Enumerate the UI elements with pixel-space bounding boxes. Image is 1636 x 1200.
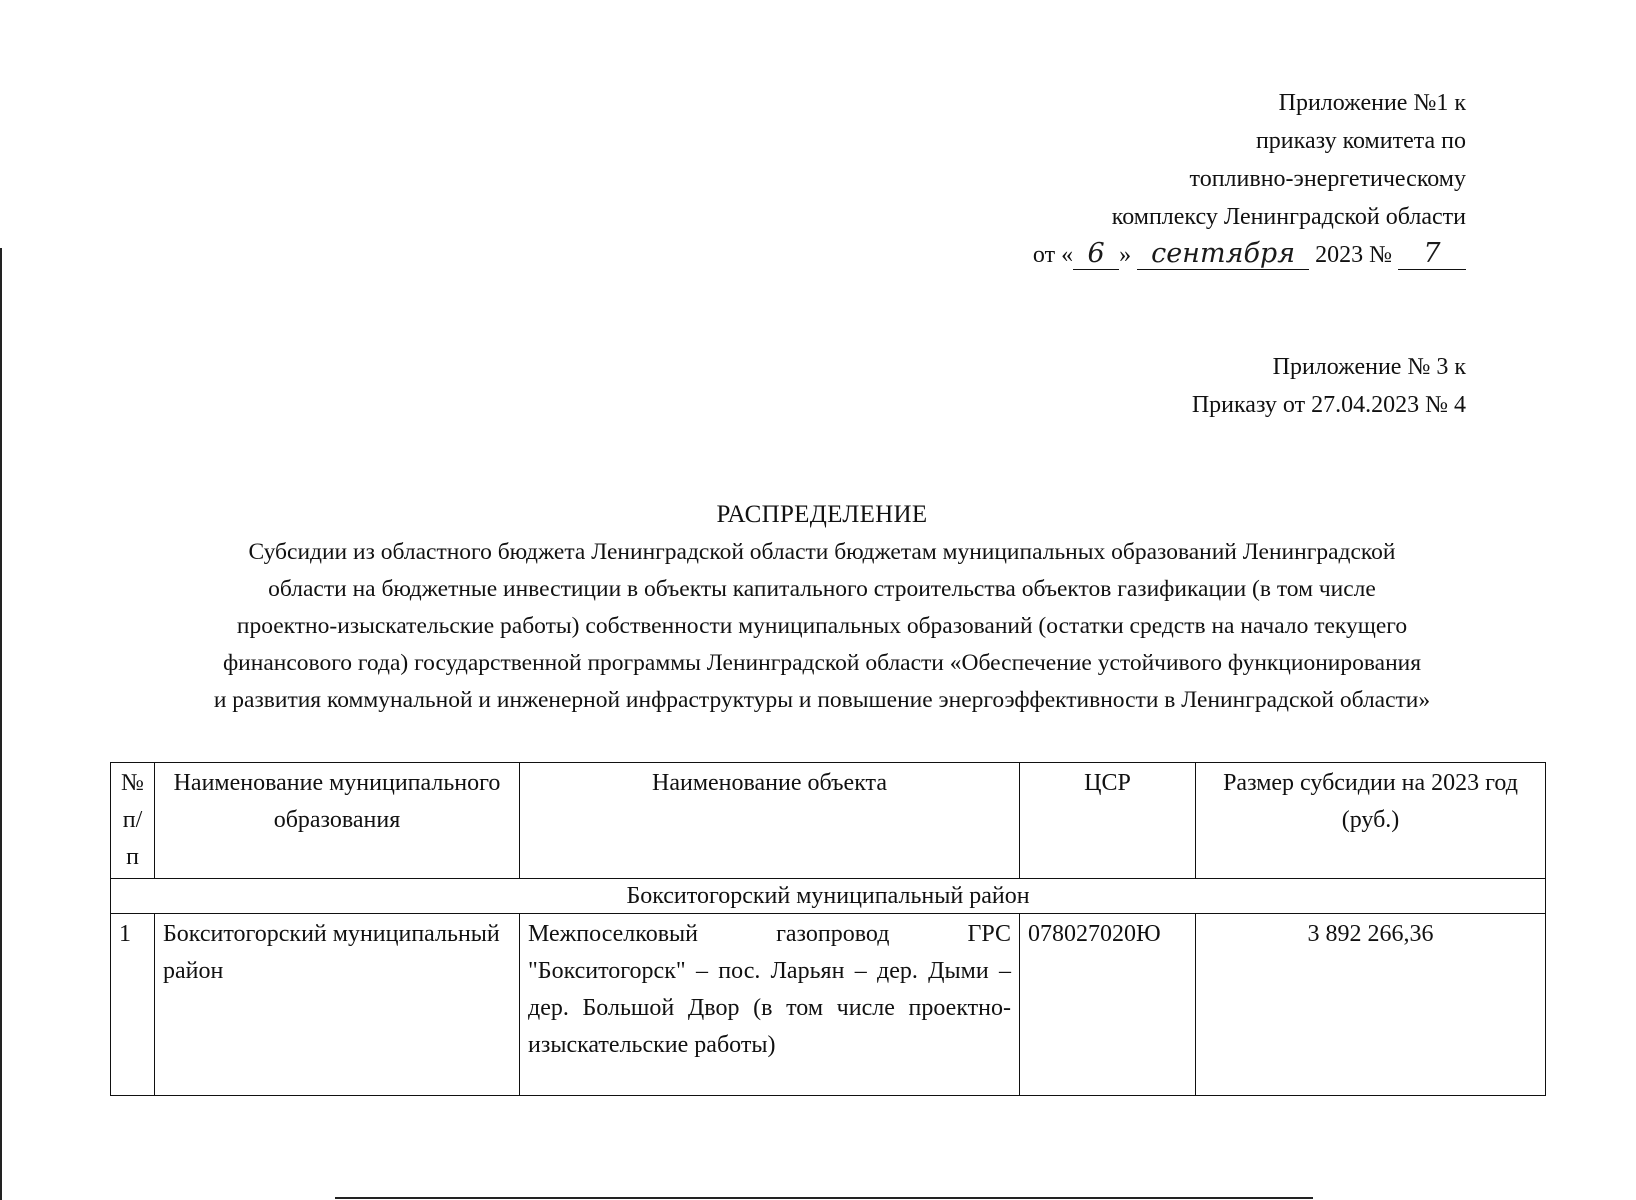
subtitle-line: Субсидии из областного бюджета Ленинградской области бюджетам муниципальных образований Ленинградской	[248, 539, 1396, 565]
cell-municipality: Бокситогорский муниципальный район	[155, 914, 520, 1096]
subsidy-table	[110, 762, 1546, 1096]
appendix-1-line: Приложение №1 к	[1278, 90, 1466, 116]
group-name: Бокситогорский муниципальный район	[111, 879, 1546, 914]
footer-rule	[335, 1197, 1313, 1199]
table-header-row	[111, 763, 1546, 879]
appendix-3-block	[1192, 348, 1466, 424]
header-num: № п/п	[111, 763, 155, 879]
title-block	[100, 496, 1544, 719]
cell-num: 1	[111, 914, 155, 1096]
header-municipality: Наименование муниципального образования	[155, 763, 520, 879]
subtitle-line: и развития коммунальной и инженерной инфраструктуры и повышение энергоэффективности в Ленинградской области»	[213, 687, 1431, 713]
subtitle-line: финансового года) государственной программы Ленинградской области «Обеспечение устойчивого функционирования	[222, 650, 1422, 676]
date-prefix: от «	[1032, 242, 1074, 268]
cell-csr: 078027020Ю	[1020, 914, 1196, 1096]
group-row	[111, 879, 1546, 914]
appendix-1-line: топливно-энергетическому	[1189, 166, 1466, 192]
appendix-3-line: Приложение № 3 к	[1272, 354, 1466, 380]
appendix-1-line: приказу комитета по	[1255, 128, 1466, 154]
header-object: Наименование объекта	[520, 763, 1020, 879]
handwritten-order-number: 7	[1398, 239, 1466, 270]
order-date-line	[1033, 236, 1466, 274]
cell-object: Межпоселковый газопровод ГРС "Бокситогорск" – пос. Ларьян – дер. Дыми – дер. Большой Двор (в том числе проектно-изыскательские работы)	[520, 914, 1020, 1096]
document-title: РАСПРЕДЕЛЕНИЕ	[716, 501, 928, 528]
date-quote-close: »	[1119, 242, 1132, 268]
table-row	[111, 914, 1546, 1096]
subtitle-line: проектно-изыскательские работы) собственности муниципальных образований (остатки средств на начало текущего	[236, 613, 1408, 639]
subtitle-line: области на бюджетные инвестиции в объекты капитального строительства объектов газификации (в том числе	[268, 576, 1376, 602]
header-csr: ЦСР	[1020, 763, 1196, 879]
header-subsidy: Размер субсидии на 2023 год (руб.)	[1196, 763, 1546, 879]
appendix-1-line: комплексу Ленинградской области	[1111, 204, 1466, 230]
cell-subsidy: 3 892 266,36	[1196, 914, 1546, 1096]
date-year: 2023 №	[1315, 242, 1392, 268]
appendix-3-line: Приказу от 27.04.2023 № 4	[1191, 392, 1466, 418]
appendix-1-block	[1033, 84, 1466, 274]
scan-edge-line	[0, 248, 2, 1200]
handwritten-day: 6	[1073, 239, 1119, 270]
handwritten-month: сентября	[1137, 239, 1309, 270]
